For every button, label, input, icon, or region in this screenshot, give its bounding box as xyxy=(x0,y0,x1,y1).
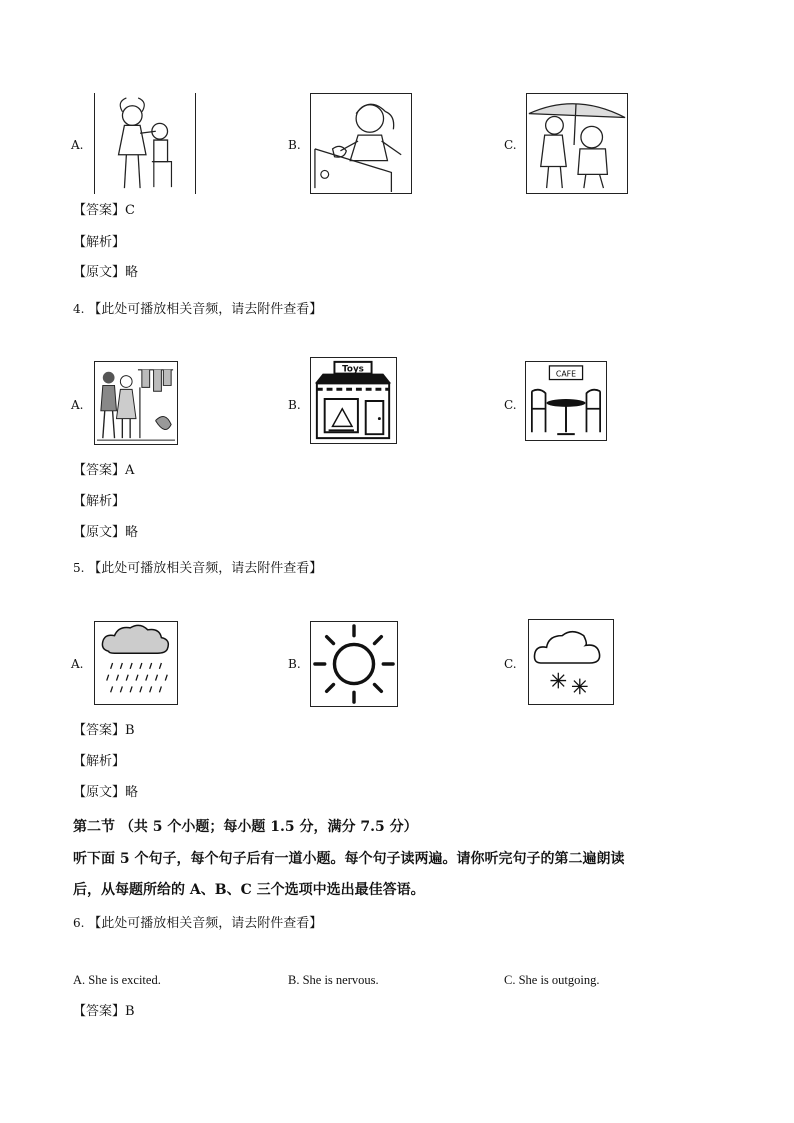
q5-original xyxy=(73,785,138,801)
snowy-weather-image xyxy=(529,620,613,704)
q3-analysis-label: 【解析】 xyxy=(73,235,126,250)
toy-shop-image xyxy=(311,358,396,443)
question-number: 4. xyxy=(73,302,85,316)
question-number: 6. xyxy=(73,916,85,930)
q4-option-b-label: B. xyxy=(288,398,301,412)
q5-option-c-picture xyxy=(528,619,614,705)
q4-option-a-picture xyxy=(94,361,178,445)
audio-prompt: 【此处可播放相关音频，请去附件查看】 xyxy=(88,302,323,317)
answer-value: B xyxy=(125,723,135,738)
q3-option-b-picture xyxy=(310,93,412,194)
q4-answer xyxy=(73,463,134,479)
original-label: 【原文】 xyxy=(73,525,126,540)
q6-header xyxy=(73,912,322,931)
q4-original xyxy=(73,525,138,541)
q6-option-c: C. She is outgoing. xyxy=(504,973,600,987)
children-under-umbrella-image xyxy=(527,94,627,193)
original-value: 略 xyxy=(125,265,139,280)
cafe-sign: CAFE xyxy=(555,369,577,379)
q5-header xyxy=(73,557,322,576)
audio-prompt: 【此处可播放相关音频，请去附件查看】 xyxy=(88,916,323,931)
snowflake-icon xyxy=(572,679,588,695)
section-instruction-line2: 后，从每题所给的 A、B、C 三个选项中选出最佳答语。 xyxy=(73,882,425,898)
girl-combing-hair-image xyxy=(95,93,195,194)
toys-sign: Toys xyxy=(342,364,364,375)
answer-label: 【答案】 xyxy=(73,463,126,478)
q6-option-b: B. She is nervous. xyxy=(288,973,379,987)
q6-answer xyxy=(73,1004,135,1020)
answer-label: 【答案】 xyxy=(73,1004,126,1019)
answer-value: A xyxy=(125,463,135,478)
q3-option-c-label: C. xyxy=(504,138,517,152)
q4-option-c-picture xyxy=(525,361,607,441)
answer-label: 【答案】 xyxy=(73,203,126,218)
q4-analysis-label: 【解析】 xyxy=(73,494,126,509)
q4-header xyxy=(73,298,322,317)
answer-label: 【答案】 xyxy=(73,723,126,738)
q3-option-a-label: A. xyxy=(71,138,84,152)
original-value: 略 xyxy=(125,785,139,800)
clothes-shop-image xyxy=(95,362,177,444)
q4-option-c-label: C. xyxy=(504,398,517,412)
q5-option-b-label: B. xyxy=(288,657,301,671)
question-number: 5. xyxy=(73,561,85,575)
audio-prompt: 【此处可播放相关音频，请去附件查看】 xyxy=(88,561,323,576)
q5-analysis-label: 【解析】 xyxy=(73,754,126,769)
q5-option-c-label: C. xyxy=(504,657,517,671)
q4-option-a-label: A. xyxy=(71,398,84,412)
q5-option-b-picture xyxy=(310,621,398,707)
q3-option-c-picture xyxy=(526,93,628,194)
cafe-image xyxy=(526,362,606,440)
girl-painting-image xyxy=(311,94,411,193)
q5-option-a-picture xyxy=(94,621,178,705)
q5-option-a-label: A. xyxy=(71,657,84,671)
q3-answer xyxy=(73,203,135,219)
snowflake-icon xyxy=(550,673,566,689)
q5-answer xyxy=(73,723,135,739)
sunny-weather-image xyxy=(311,622,397,706)
section-heading: 第二节 （共 5 个小题；每小题 1.5 分，满分 7.5 分） xyxy=(73,819,418,835)
q3-option-b-label: B. xyxy=(288,138,301,152)
answer-value: B xyxy=(125,1004,135,1019)
q4-option-b-picture xyxy=(310,357,397,444)
original-label: 【原文】 xyxy=(73,265,126,280)
section-instruction-line1: 听下面 5 个句子，每个句子后有一道小题。每个句子读两遍。请你听完句子的第二遍朗读 xyxy=(73,851,625,867)
original-label: 【原文】 xyxy=(73,785,126,800)
answer-value: C xyxy=(125,203,135,218)
original-value: 略 xyxy=(125,525,139,540)
q3-original xyxy=(73,265,138,281)
q6-option-a: A. She is excited. xyxy=(73,973,161,987)
rainy-weather-image xyxy=(95,622,177,704)
q3-option-a-picture xyxy=(94,93,196,194)
